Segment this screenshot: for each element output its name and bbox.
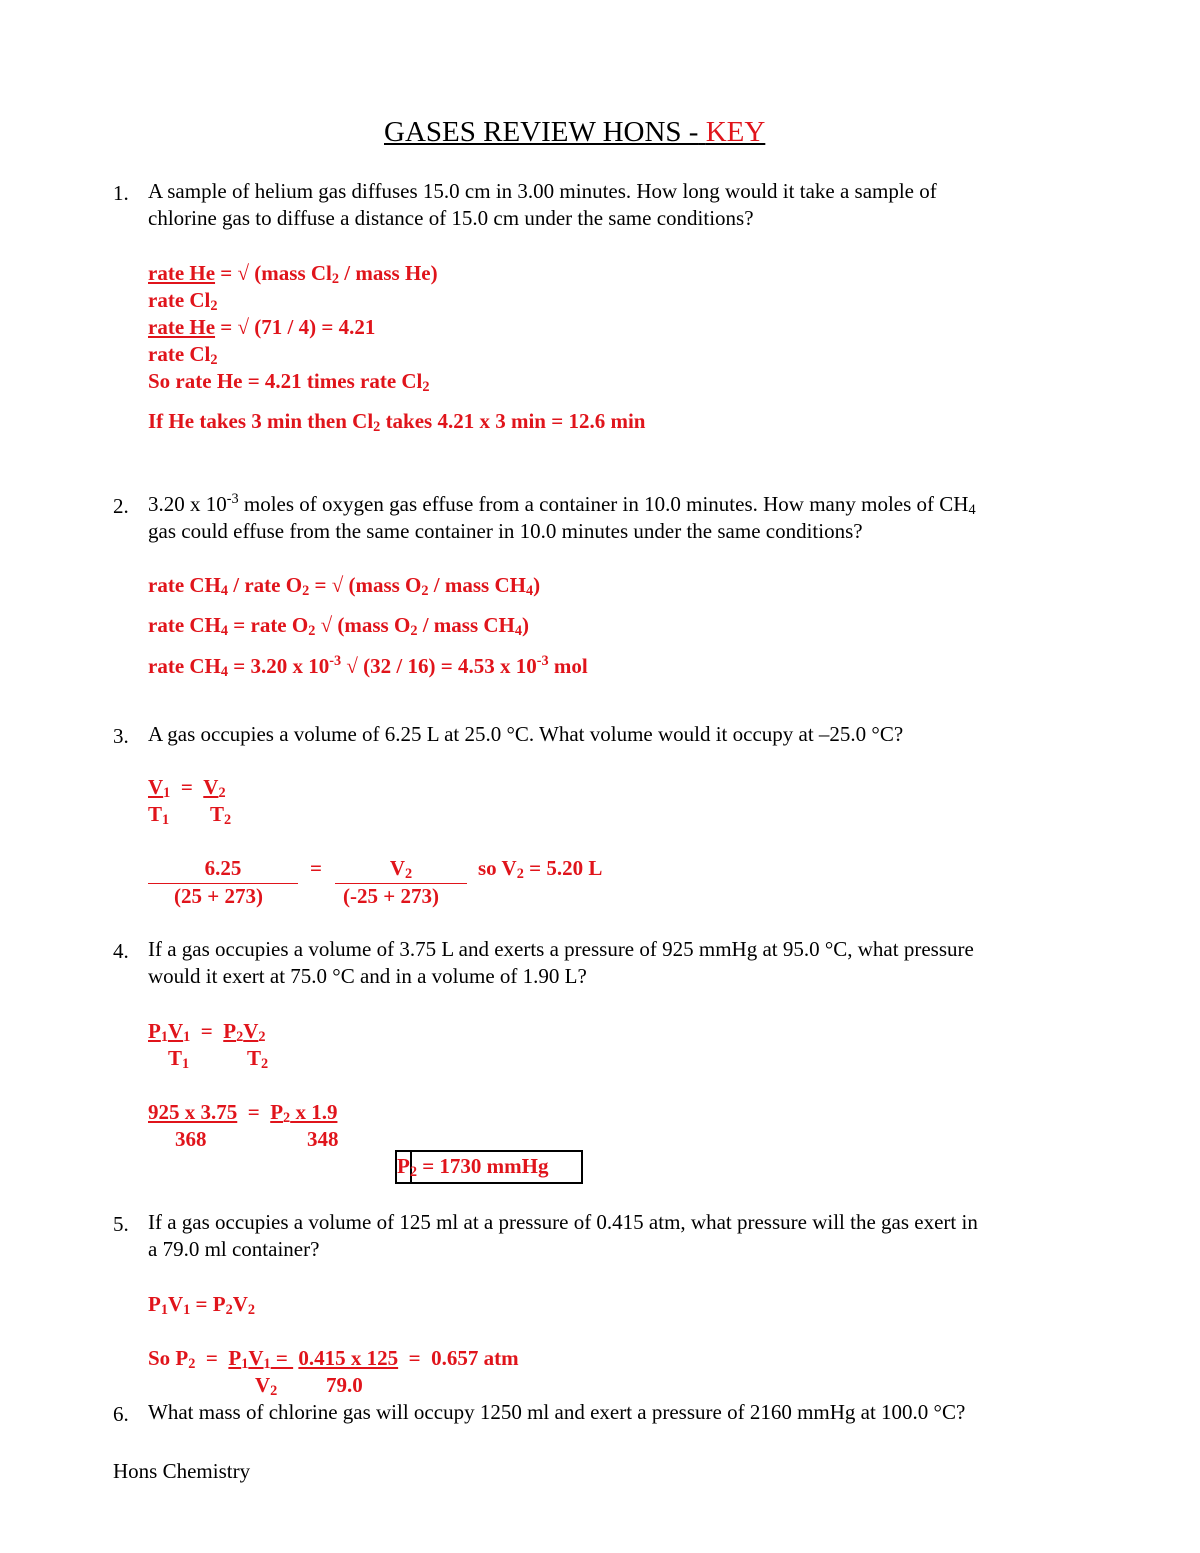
q5-eq1f: V [232, 1292, 248, 1316]
q4-n1: 925 x 3.75 [148, 1100, 238, 1124]
q5-eq1b: V [167, 1292, 184, 1316]
q1-a5: So rate He = 4.21 times rate Cl [148, 369, 423, 393]
q2-a1-s1: 4 [220, 583, 229, 600]
q5-den-v-letter: V [255, 1373, 271, 1397]
q3-t2-sub: 2 [224, 812, 232, 829]
q5-den-va: 2 [270, 1383, 278, 1400]
q3-result-value: = 5.20 L [523, 856, 603, 880]
q3-result [478, 856, 603, 883]
q5-so-sub: 2 [188, 1356, 196, 1373]
q3-so: so V [478, 856, 517, 880]
q4-f2a: 2 [236, 1029, 244, 1046]
q3-den-2: (-25 + 273) [343, 884, 439, 908]
q2-a3-p2: -3 [536, 653, 549, 670]
question-2-line-2: gas could effuse from the same container in 10.0 minutes under the same conditions? [148, 519, 863, 543]
q2-a1-s4: 4 [525, 583, 534, 600]
q4-f1: P [148, 1019, 161, 1043]
q2-a3-pre: rate CH [148, 654, 221, 678]
q4-d1: 368 [175, 1127, 207, 1151]
q4-eq: = [200, 1019, 213, 1043]
q2-answer-line-2 [148, 613, 530, 640]
q3-formula-top [148, 775, 226, 802]
q4-numerators [148, 1100, 338, 1127]
q1-a1-rest: = √ (mass Cl [215, 261, 332, 285]
q3-num-1: 6.25 [148, 858, 298, 884]
q3-v2-sub: 2 [218, 785, 226, 802]
q2-l1-sup: -3 [226, 491, 239, 508]
q4-ans-post: = 1730 mmHg [416, 1154, 549, 1178]
q5-so-eq: = [195, 1346, 229, 1370]
q2-a1-pre: rate CH [148, 573, 221, 597]
q5-fr-p: P [228, 1346, 242, 1370]
q1-a6-post: takes 4.21 x 3 min = 12.6 min [380, 409, 646, 433]
q4-t2 [247, 1046, 269, 1073]
q1-answer-line-5 [148, 369, 430, 396]
q1-answer-line-6 [148, 409, 646, 436]
q2-a3-mid: = 3.20 x 10 [228, 654, 330, 678]
question-number-5: 5. [113, 1212, 129, 1236]
q3-num2-sub: 2 [405, 866, 413, 883]
q4-t1-sub: 1 [182, 1056, 190, 1073]
q2-a2-s4: 4 [514, 623, 523, 640]
q4-t1-letter: T [168, 1046, 183, 1070]
q2-a3-end: mol [548, 654, 588, 678]
q4-ans-pre: P [397, 1154, 410, 1178]
q2-a1-end: ) [533, 573, 541, 597]
q4-f2c: 2 [258, 1029, 266, 1046]
q5-eq1e: 2 [225, 1302, 233, 1319]
q1-rate-he: rate He [148, 261, 216, 285]
q1-a1-end: / mass He) [339, 261, 438, 285]
q2-answer-line-1 [148, 573, 541, 600]
q1-a6-sub: 2 [373, 419, 381, 436]
q4-t1 [168, 1046, 190, 1073]
q1-a3-rest: = √ (71 / 4) = 4.21 [215, 315, 376, 339]
q5-formula [148, 1292, 256, 1319]
q2-a2-s1: 4 [220, 623, 229, 640]
question-4-line-1: If a gas occupies a volume of 3.75 L and exerts a pressure of 925 mmHg at 95.0 °C, what pressure [148, 937, 974, 961]
q5-eq1a: 1 [160, 1302, 168, 1319]
q5-fr-eq: = [270, 1346, 294, 1370]
q2-a1-s3: 2 [421, 583, 429, 600]
q4-n2-post: x 1.9 [290, 1100, 338, 1124]
q5-eq1c: 1 [183, 1302, 191, 1319]
q4-ans-sub: 2 [409, 1164, 417, 1181]
q5-den-v [255, 1373, 278, 1400]
q4-f1c: 1 [183, 1029, 191, 1046]
q5-fr-v: V [248, 1346, 264, 1370]
q5-eq1: P [148, 1292, 161, 1316]
q1-rate-cl-2: rate Cl [148, 342, 211, 366]
q3-v2 [203, 775, 226, 802]
q1-a2-sub: 2 [210, 298, 218, 315]
question-number-3: 3. [113, 724, 129, 748]
q4-t2-letter: T [247, 1046, 262, 1070]
q4-answer [397, 1154, 549, 1181]
q4-n2-pre: P [270, 1100, 284, 1124]
q3-so-sub: 2 [516, 866, 524, 883]
q3-den-1: (25 + 273) [174, 884, 263, 908]
q1-a6-pre: If He takes 3 min then Cl [148, 409, 374, 433]
q2-a3-mid2: √ (32 / 16) = 4.53 x 10 [341, 654, 537, 678]
question-3-line-1: A gas occupies a volume of 6.25 L at 25.0 °C. What volume would it occupy at –25.0 °C? [148, 722, 904, 746]
q2-a3-s1: 4 [220, 664, 229, 681]
title-text: GASES REVIEW HONS - [384, 116, 699, 148]
q4-f2b: V [243, 1019, 259, 1043]
q4-eq-2: = [247, 1100, 260, 1124]
q2-a2-mid: = rate O [228, 613, 309, 637]
question-2-line-1 [148, 491, 976, 519]
q3-num2-letter: V [389, 856, 406, 880]
q2-a3-p1: -3 [329, 653, 342, 670]
q5-den-num: 79.0 [326, 1373, 363, 1397]
q3-t2: T [210, 802, 225, 826]
question-5-line-1: If a gas occupies a volume of 125 ml at a pressure of 0.415 atm, what pressure will the gas exert in [148, 1210, 978, 1234]
q2-answer-line-3 [148, 653, 588, 681]
q4-p2v2 [223, 1019, 266, 1046]
q5-frac-1 [228, 1346, 294, 1373]
question-number-6: 6. [113, 1402, 129, 1426]
q1-a5-sub: 2 [422, 379, 430, 396]
q2-a2-s2: 2 [308, 623, 316, 640]
q5-fr-res: = 0.657 atm [398, 1346, 519, 1370]
q5-eq1d: = P [190, 1292, 226, 1316]
q5-fr-pa: 1 [241, 1356, 249, 1373]
question-number-2: 2. [113, 494, 129, 518]
q2-a2-s3: 2 [410, 623, 418, 640]
q1-rate-he-2: rate He [148, 315, 216, 339]
q1-a4-sub: 2 [210, 352, 218, 369]
q3-t1: T [148, 802, 163, 826]
q2-l1-post: moles of oxygen gas effuse from a container in 10.0 minutes. How many moles of CH [238, 492, 969, 516]
q2-a1-mid2: = √ (mass O [309, 573, 422, 597]
q3-t1-sub: 1 [162, 812, 170, 829]
q4-f2: P [223, 1019, 237, 1043]
q4-n2 [270, 1100, 338, 1127]
page-footer: Hons Chemistry [113, 1459, 251, 1483]
q5-fr-va: 1 [263, 1356, 271, 1373]
q3-num-2 [335, 858, 467, 884]
q4-f1b: V [167, 1019, 184, 1043]
page-title [384, 118, 765, 147]
title-key: KEY [705, 116, 766, 148]
q4-p1v1 [148, 1019, 191, 1046]
q2-a2-mid2: √ (mass O [315, 613, 411, 637]
q2-l1-pre: 3.20 x 10 [148, 492, 227, 516]
q3-v2-letter: V [203, 775, 219, 799]
q4-f1a: 1 [160, 1029, 168, 1046]
q4-d2: 348 [307, 1127, 339, 1151]
q1-answer-line-2 [148, 288, 218, 315]
question-5-line-2: a 79.0 ml container? [148, 1237, 320, 1261]
question-1-line-2: chlorine gas to diffuse a distance of 15.0 cm under the same conditions? [148, 206, 754, 230]
question-number-1: 1. [113, 181, 129, 205]
question-4-line-2: would it exert at 75.0 °C and in a volume of 1.90 L? [148, 964, 587, 988]
q3-v1 [148, 775, 171, 802]
question-6-line-1: What mass of chlorine gas will occupy 1250 ml and exert a pressure of 2160 mmHg at 100.0 °C? [148, 1400, 966, 1424]
q3-eq: = [180, 775, 193, 799]
q4-formula-top [148, 1019, 266, 1046]
q2-a1-s2: 2 [302, 583, 310, 600]
q3-formula-bottom-t2 [210, 802, 232, 829]
q1-answer-line-1 [148, 261, 438, 288]
q1-a1-sub: 2 [331, 271, 340, 288]
q5-fr-num: 0.415 x 125 [298, 1346, 399, 1370]
q5-solution [148, 1346, 519, 1373]
q5-eq1g: 2 [247, 1302, 256, 1319]
q4-t2-sub: 2 [261, 1056, 269, 1073]
q2-a2-pre: rate CH [148, 613, 221, 637]
q2-l1-sub: 4 [968, 502, 976, 519]
q1-rate-cl: rate Cl [148, 288, 211, 312]
q2-a2-mid3: / mass CH [417, 613, 515, 637]
q2-a1-mid3: / mass CH [428, 573, 526, 597]
question-1-line-1: A sample of helium gas diffuses 15.0 cm in 3.00 minutes. How long would it take a sample of [148, 179, 937, 203]
q1-answer-line-3 [148, 317, 375, 338]
q3-v1-sub: 1 [163, 785, 171, 802]
q2-a1-mid: / rate O [228, 573, 303, 597]
q4-n2-sub: 2 [283, 1110, 291, 1127]
q3-eq-2: = [310, 856, 322, 880]
q1-answer-line-4 [148, 342, 218, 369]
q3-v1-letter: V [148, 775, 164, 799]
question-number-4: 4. [113, 939, 129, 963]
q5-so-pre: So P [148, 1346, 189, 1370]
q2-a2-end: ) [522, 613, 530, 637]
q3-formula-bottom [148, 802, 170, 829]
